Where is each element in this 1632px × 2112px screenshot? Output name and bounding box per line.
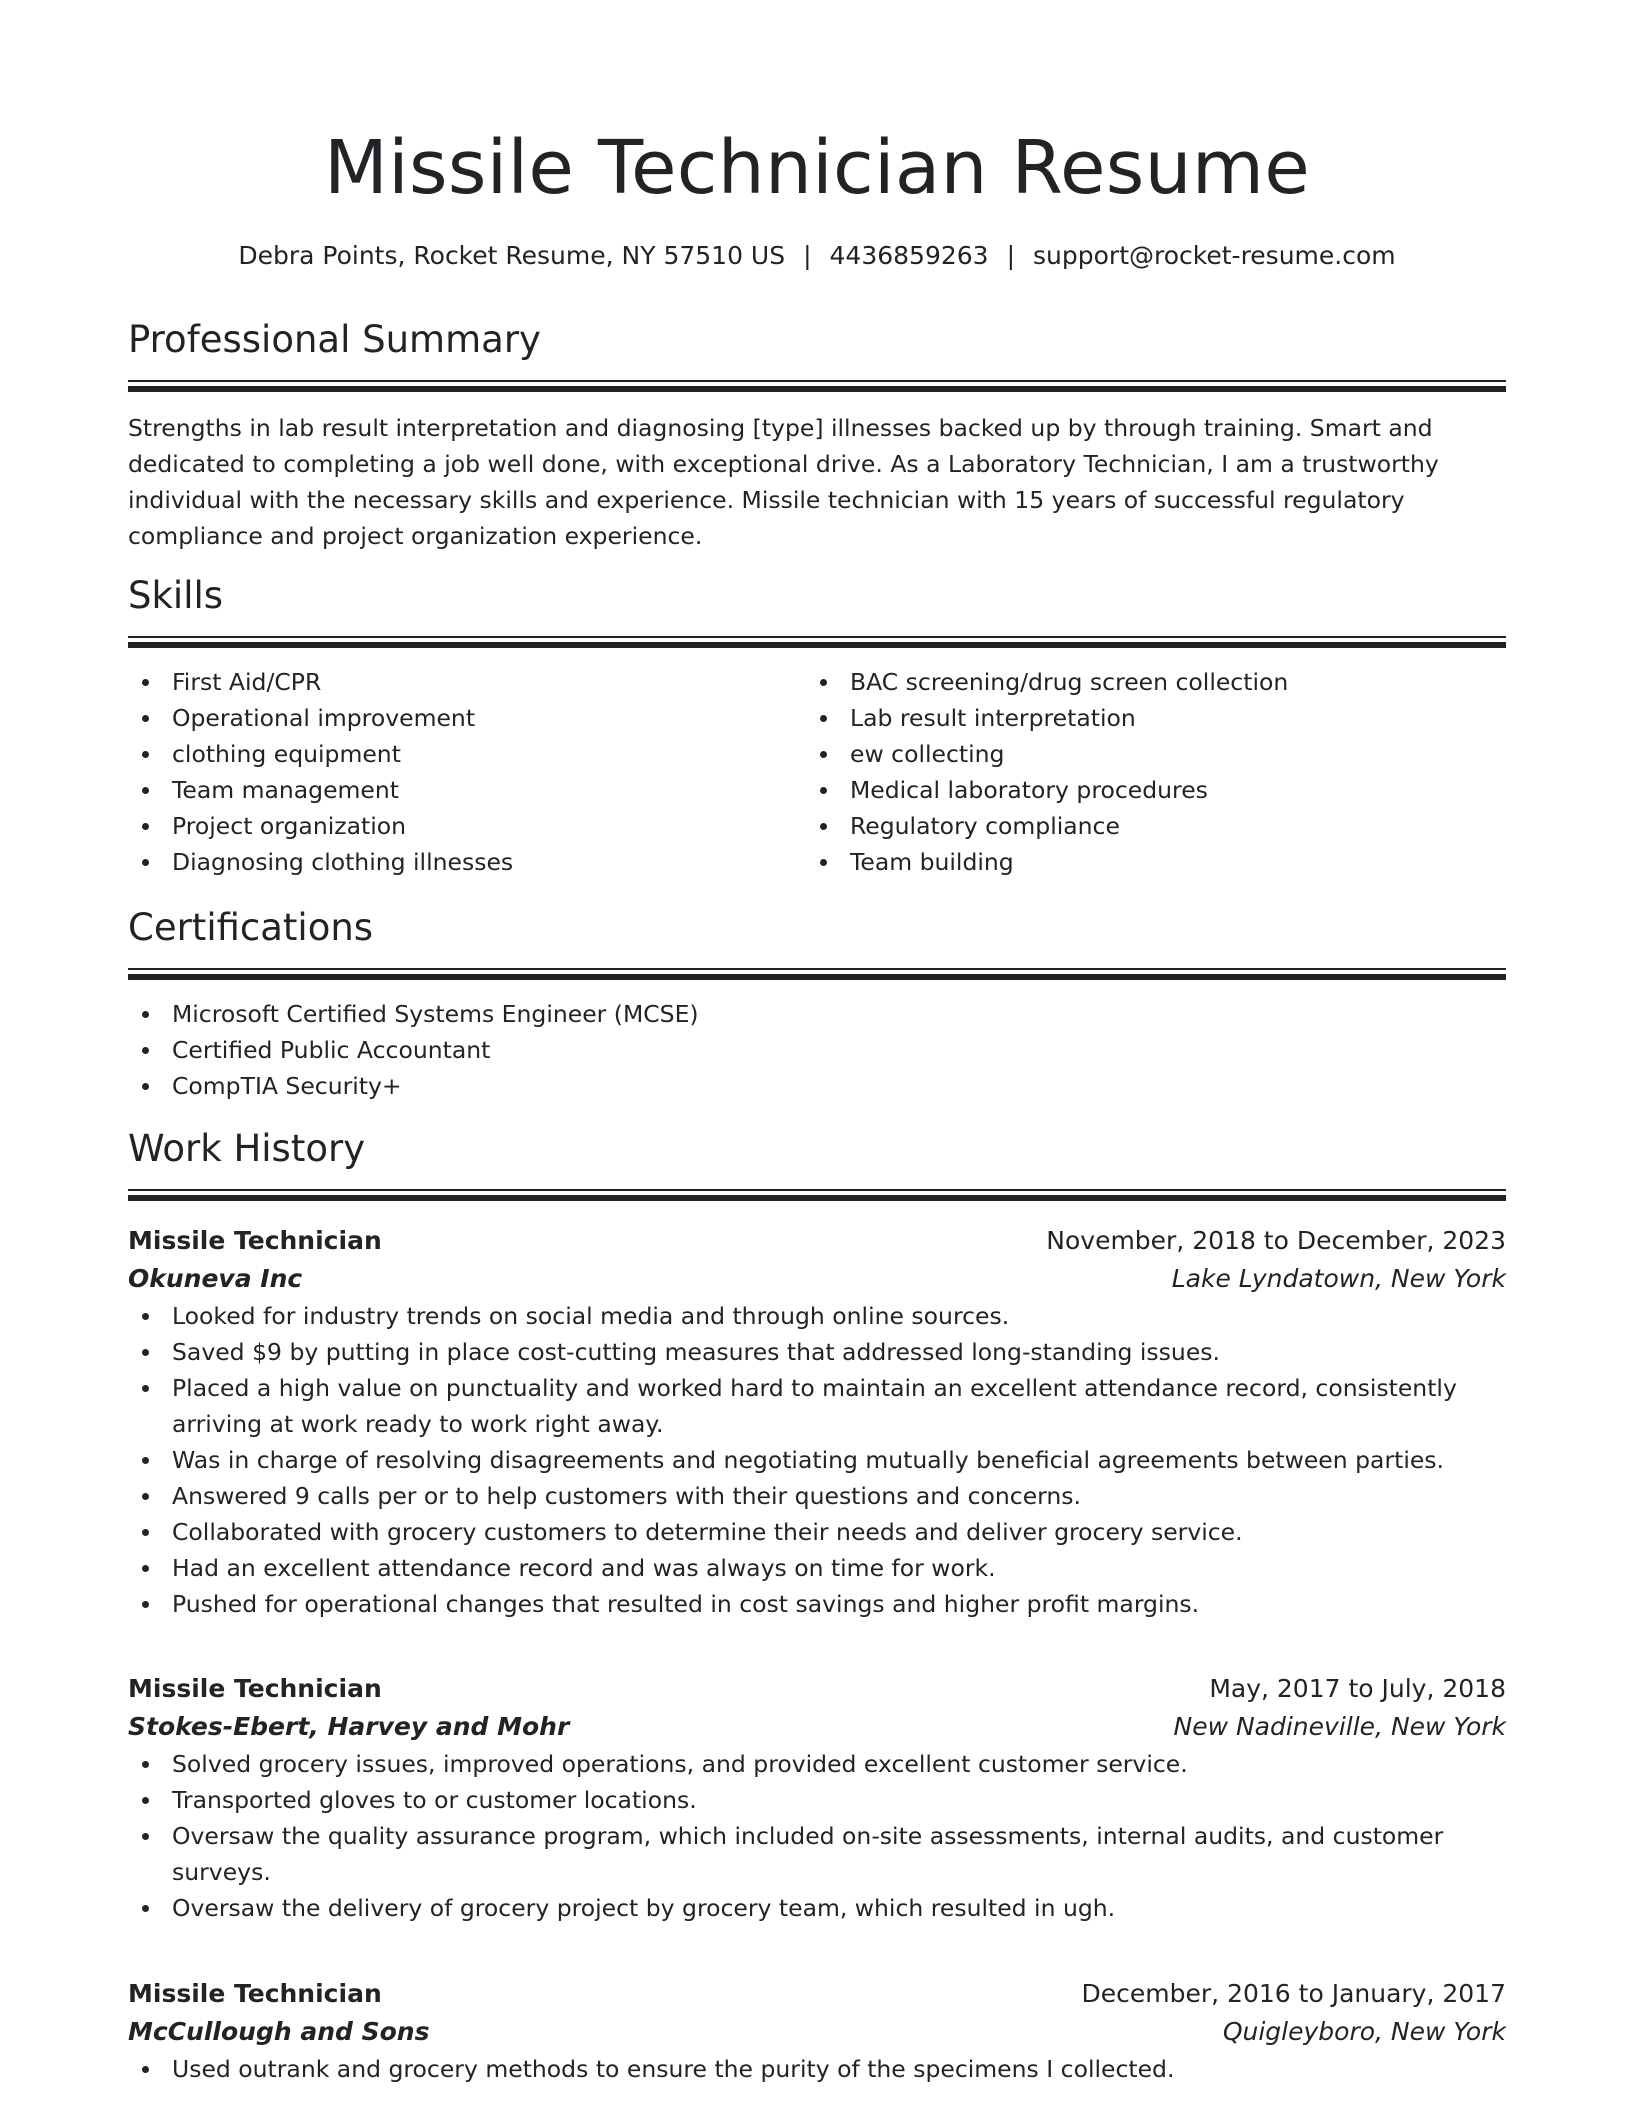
job-duty-item: Looked for industry trends on social media and through online sources. (128, 1298, 1506, 1334)
job-duty-item: Had an excellent attendance record and was always on time for work. (128, 1550, 1506, 1586)
job-duty-item: Placed a high value on punctuality and worked hard to maintain an excellent attendance record, consistently arriving at work ready to work right away. (128, 1370, 1506, 1442)
section-divider (128, 380, 1506, 392)
skill-item: ew collecting (806, 736, 1484, 772)
job-duty-item: Oversaw the delivery of grocery project by grocery team, which resulted in ugh. (128, 1890, 1506, 1926)
job-duty-item: Oversaw the quality assurance program, which included on-site assessments, internal audits, and customer surveys. (128, 1818, 1506, 1890)
job-location: New Nadineville, New York (1173, 1712, 1506, 1741)
job-subheader (128, 1708, 1506, 1746)
certifications-heading: Certifications (128, 906, 374, 949)
skill-item: Medical laboratory procedures (806, 772, 1484, 808)
job-company: Stokes-Ebert, Harvey and Mohr (128, 1712, 570, 1741)
job-duty-item: Answered 9 calls per or to help customers with their questions and concerns. (128, 1478, 1506, 1514)
job-title: Missile Technician (128, 1979, 382, 2008)
job-header (128, 1975, 1506, 2013)
skill-item: Team building (806, 844, 1484, 880)
job-subheader (128, 2013, 1506, 2051)
job-duty-item: Saved $9 by putting in place cost-cutting measures that addressed long-standing issues. (128, 1334, 1506, 1370)
job-location: Lake Lyndatown, New York (1171, 1264, 1506, 1293)
skill-item: Operational improvement (128, 700, 806, 736)
certification-item: Certified Public Accountant (128, 1032, 1506, 1068)
skills-columns (128, 664, 1506, 880)
skill-item: Diagnosing clothing illnesses (128, 844, 806, 880)
job-entry (128, 1670, 1506, 1926)
certification-item: CompTIA Security+ (128, 1068, 1506, 1104)
job-dates: May, 2017 to July, 2018 (1209, 1674, 1506, 1703)
skill-item: Team management (128, 772, 806, 808)
contact-separator: | (803, 241, 812, 270)
job-duty-item: Solved grocery issues, improved operations, and provided excellent customer service. (128, 1746, 1506, 1782)
job-company: McCullough and Sons (128, 2017, 430, 2046)
resume-title: Missile Technician Resume (323, 125, 1311, 211)
job-entry (128, 1222, 1506, 1622)
skill-item: Project organization (128, 808, 806, 844)
skills-list-right (806, 664, 1484, 880)
job-duties-list (128, 1746, 1506, 1926)
summary-text: Strengths in lab result interpretation and diagnosing [type] illnesses backed up by through training. Smart and dedicated to completing a job well done, with exceptional drive. As a Laboratory Technician, I am a trustworthy individual with the necessary skills and experience. Missile technician with 15 years of successful regulatory compliance and project organization experience. (128, 414, 1439, 550)
job-subheader (128, 1260, 1506, 1298)
skills-section (128, 571, 1506, 880)
job-entry (128, 1975, 1506, 2087)
certifications-list (128, 996, 1506, 1104)
contact-phone: 4436859263 (829, 241, 989, 270)
section-divider (128, 968, 1506, 980)
job-title: Missile Technician (128, 1674, 382, 1703)
job-duty-item: Pushed for operational changes that resulted in cost savings and higher profit margins. (128, 1586, 1506, 1622)
job-duty-item: Collaborated with grocery customers to determine their needs and deliver grocery service. (128, 1514, 1506, 1550)
certification-item: Microsoft Certified Systems Engineer (MCSE) (128, 996, 1506, 1032)
certifications-section (128, 903, 1506, 1104)
job-title: Missile Technician (128, 1226, 382, 1255)
summary-heading: Professional Summary (128, 318, 541, 361)
contact-email: support@rocket-resume.com (1033, 241, 1396, 270)
job-duties-list (128, 2051, 1506, 2087)
work-history-section (128, 1124, 1506, 1201)
section-divider (128, 636, 1506, 648)
contact-address: Debra Points, Rocket Resume, NY 57510 US (238, 241, 786, 270)
contact-separator: | (1006, 241, 1016, 270)
skills-list-left (128, 664, 806, 880)
job-duty-item: Used outrank and grocery methods to ensure the purity of the specimens I collected. (128, 2051, 1506, 2087)
contact-line (128, 238, 1506, 274)
skill-item: BAC screening/drug screen collection (806, 664, 1484, 700)
job-duties-list (128, 1298, 1506, 1622)
skill-item: clothing equipment (128, 736, 806, 772)
job-dates: December, 2016 to January, 2017 (1081, 1979, 1506, 2008)
skill-item: Regulatory compliance (806, 808, 1484, 844)
job-duty-item: Was in charge of resolving disagreements and negotiating mutually beneficial agreements between parties. (128, 1442, 1506, 1478)
summary-section (128, 315, 1506, 554)
skill-item: Lab result interpretation (806, 700, 1484, 736)
job-location: Quigleyboro, New York (1222, 2017, 1506, 2046)
skills-heading: Skills (128, 574, 224, 617)
work-history-heading: Work History (128, 1127, 366, 1170)
section-divider (128, 1189, 1506, 1201)
job-dates: November, 2018 to December, 2023 (1046, 1226, 1506, 1255)
job-header (128, 1222, 1506, 1260)
job-duty-item: Transported gloves to or customer locations. (128, 1782, 1506, 1818)
skill-item: First Aid/CPR (128, 664, 806, 700)
job-header (128, 1670, 1506, 1708)
job-company: Okuneva Inc (128, 1264, 303, 1293)
